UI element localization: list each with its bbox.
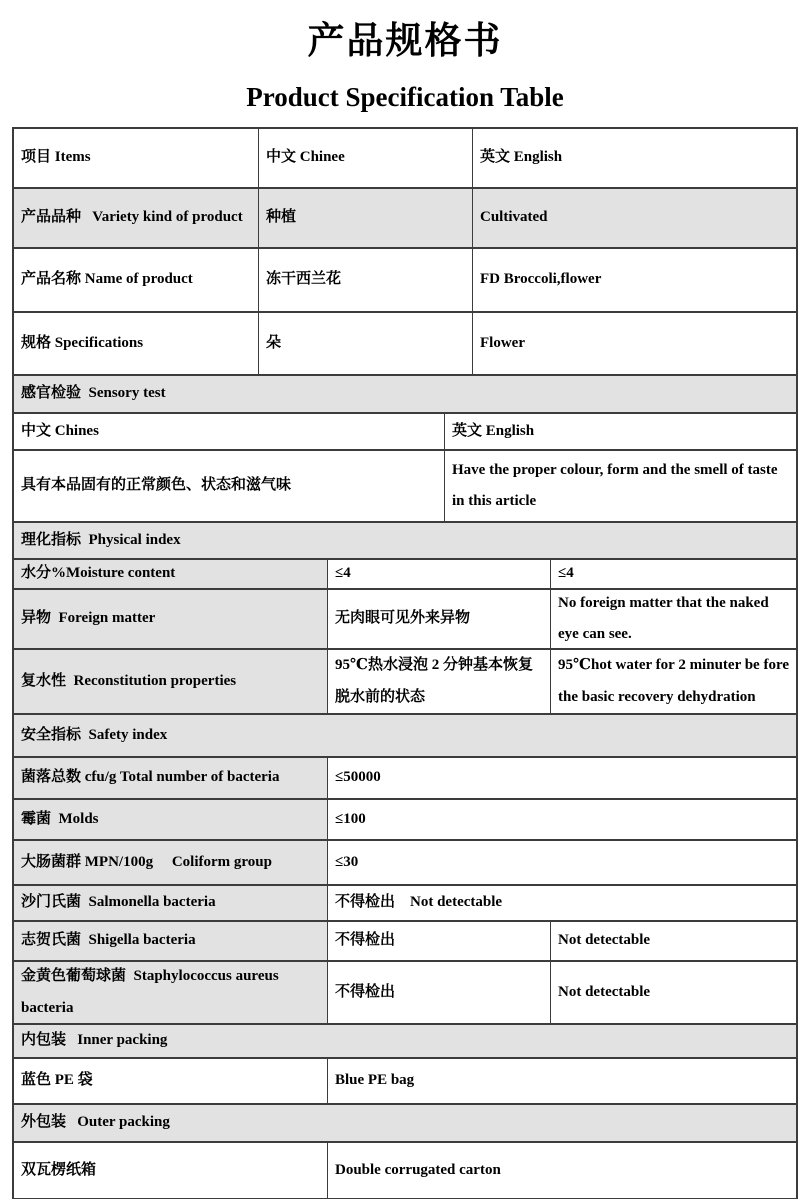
row-label-cell: 沙门氏菌 Salmonella bacteria (14, 886, 327, 920)
row-chinese-cell: 蓝色 PE 袋 (21, 1072, 93, 1089)
row-chinese-cell: 双瓦楞纸箱 (21, 1161, 97, 1178)
row-chinese-cell: 不得检出 (327, 962, 550, 1023)
row-english-cell: 95℃hot water for 2 minuter be fore the basic recovery dehydration (550, 650, 796, 713)
section-title: 外包装 Outer packing (14, 1105, 796, 1141)
sensory-english-cell: Have the proper colour, form and the smell of taste in this article (444, 451, 796, 521)
table-row-coliform-group (14, 841, 796, 886)
page-title-chinese: 产品规格书 (307, 19, 503, 62)
table-row-shigella (14, 922, 796, 962)
sensory-chinese-cell: 具有本品固有的正常颜色、状态和滋气味 (21, 477, 292, 494)
row-value-cell: ≤30 (327, 841, 796, 884)
row-english-cell: Not detectable (550, 922, 796, 960)
table-row-molds (14, 800, 796, 841)
table-row-outer-packing (14, 1143, 796, 1198)
row-label-cell: 复水性 Reconstitution properties (14, 650, 327, 713)
row-value-cell: 不得检出 Not detectable (327, 886, 796, 920)
table-row-product-name (14, 249, 796, 313)
row-label-cell: 志贺氏菌 Shigella bacteria (14, 922, 327, 960)
table-row-specifications (14, 313, 796, 376)
row-chinese-cell: 不得检出 (327, 922, 550, 960)
row-label-cell: 产品品种 Variety kind of product (14, 189, 258, 247)
section-title: 理化指标 Physical index (14, 523, 796, 558)
table-row-staphylococcus (14, 962, 796, 1025)
section-title: 安全指标 Safety index (14, 715, 796, 756)
row-english-cell: ≤4 (550, 560, 796, 588)
row-label-cell: 水分%Moisture content (14, 560, 327, 588)
product-spec-table (12, 127, 798, 1199)
row-label-cell: 规格 Specifications (21, 334, 144, 351)
row-value-cell: ≤50000 (327, 758, 796, 798)
row-label-cell: 菌落总数 cfu/g Total number of bacteria (14, 758, 327, 798)
row-chinese-cell: 无肉眼可见外来异物 (327, 590, 550, 648)
row-chinese-cell: ≤4 (327, 560, 550, 588)
subheader-chinese-cell: 中文 Chines (21, 422, 99, 439)
row-english-cell: Blue PE bag (327, 1059, 796, 1103)
row-label-cell: 产品名称 Name of product (21, 271, 193, 288)
row-chinese-cell: 冻干西兰花 (258, 249, 472, 311)
section-header-inner-packing (14, 1025, 796, 1059)
section-header-physical-index (14, 523, 796, 560)
sensory-content-row (14, 451, 796, 523)
table-row-foreign-matter (14, 590, 796, 650)
row-chinese-cell: 种植 (258, 189, 472, 247)
table-row-reconstitution (14, 650, 796, 715)
row-english-cell: Flower (472, 313, 796, 374)
section-header-outer-packing (14, 1105, 796, 1143)
header-chinese-cell: 中文 Chinee (258, 129, 472, 187)
row-chinese-cell: 95℃热水浸泡 2 分钟基本恢复脱水前的状态 (327, 650, 550, 713)
row-english-cell: Cultivated (472, 189, 796, 247)
table-row-total-bacteria (14, 758, 796, 800)
sensory-subheader-row (14, 414, 796, 451)
table-row-variety (14, 189, 796, 249)
row-chinese-cell: 朵 (258, 313, 472, 374)
section-header-sensory-test (14, 376, 796, 414)
table-row-moisture (14, 560, 796, 590)
row-label-cell: 金黄色葡萄球菌 Staphylococcus aureus bacteria (14, 962, 327, 1023)
row-english-cell: Double corrugated carton (327, 1143, 796, 1198)
page-title-english: Product Specification Table (246, 82, 564, 112)
row-english-cell: FD Broccoli,flower (472, 249, 796, 311)
row-label-cell: 异物 Foreign matter (14, 590, 327, 648)
row-label-cell: 大肠菌群 MPN/100g Coliform group (14, 841, 327, 884)
section-title: 感官检验 Sensory test (14, 376, 796, 412)
row-english-cell: Not detectable (550, 962, 796, 1023)
table-row-salmonella (14, 886, 796, 922)
table-row-inner-packing (14, 1059, 796, 1105)
section-header-safety-index (14, 715, 796, 758)
header-english-cell: 英文 English (472, 129, 796, 187)
row-value-cell: ≤100 (327, 800, 796, 839)
row-label-cell: 霉菌 Molds (14, 800, 327, 839)
table-header-row (14, 129, 796, 189)
section-title: 内包装 Inner packing (14, 1025, 796, 1057)
subheader-english-cell: 英文 English (444, 414, 796, 449)
header-items-cell: 项目 Items (21, 149, 91, 166)
row-english-cell: No foreign matter that the naked eye can see. (550, 590, 796, 648)
